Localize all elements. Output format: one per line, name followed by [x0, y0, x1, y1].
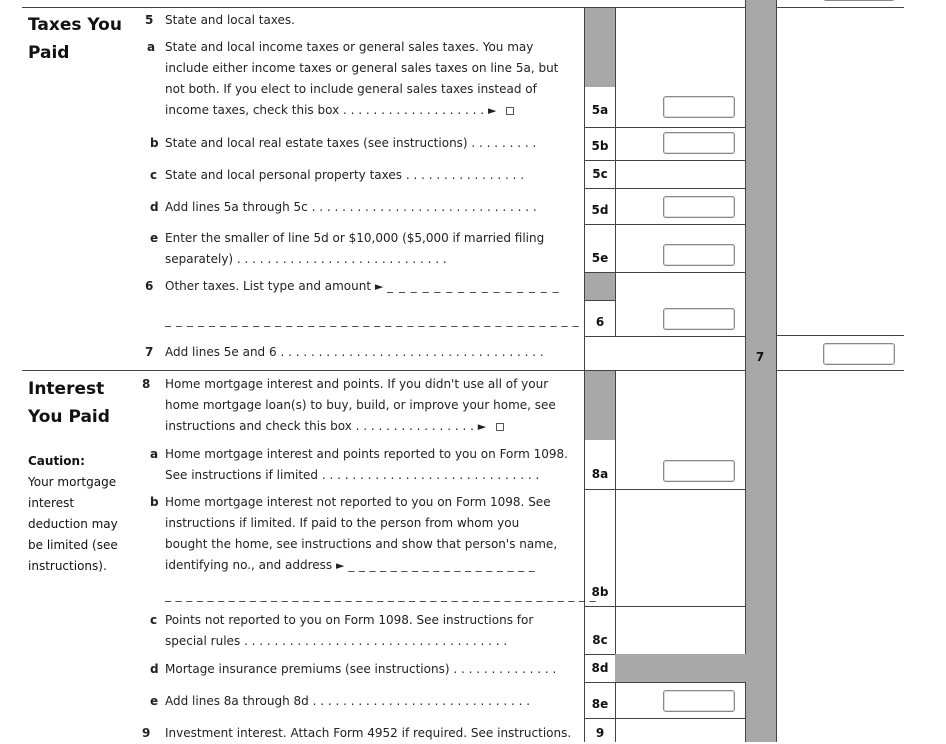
- cell-rule: [584, 300, 615, 301]
- line-5a-amount-input[interactable]: [663, 96, 735, 118]
- line-5-number: 5: [145, 13, 154, 27]
- cell-rule: [584, 127, 745, 128]
- line-7-blank-area: [585, 336, 745, 370]
- gray-cell-8: [585, 371, 615, 440]
- line-6-amount-input[interactable]: [663, 308, 735, 330]
- gray-cell-6: [585, 273, 615, 300]
- line-8b-write-in[interactable]: _ _ _ _ _ _ _ _ _ _ _ _ _ _ _ _ _ _: [348, 558, 536, 572]
- line-6-text: Other taxes. List type and amount ► _ _ _ _ _ _ _ _ _ _ _ _ _ _ _: [165, 279, 560, 293]
- line-5d-letter: d: [150, 200, 159, 214]
- gray-column-right-border: [776, 0, 777, 742]
- line-5a-text: State and local income taxes or general sales taxes. You may include either income taxes or general sales taxes on line 5a, but not both. If you elect to include general sales taxes instead of income taxes, check this box . . . . . . . . . . . . . . . . . . . ►: [165, 40, 559, 117]
- line-5c-code: 5c: [592, 167, 608, 181]
- cell-rule: [584, 489, 745, 490]
- line-8c-text: Points not reported to you on Form 1098. See instructions for special rules . . . . . . . . . . . . . . . . . . . . . . . . . . . . . . . . . . .: [165, 613, 534, 648]
- cell-rule: [584, 224, 745, 225]
- line-5c-letter: c: [150, 168, 158, 182]
- cell-rule: [584, 718, 745, 719]
- line-8e-text: Add lines 8a through 8d . . . . . . . . . . . . . . . . . . . . . . . . . . . . .: [165, 694, 531, 708]
- line-5b-code: 5b: [591, 139, 609, 153]
- gray-column-left-border: [745, 0, 746, 742]
- line-9-code: 9: [595, 726, 605, 740]
- line-8b-text: Home mortgage interest not reported to you on Form 1098. See instructions if limited. If paid to the person from whom you bought the home, see instructions and show that person's name, identifying no., and address ► _ _ _ _ _ _ _ _ _ _ _ _ _ _ _ _ _ _: [165, 495, 558, 572]
- gray-cell-5: [585, 8, 615, 87]
- line-5a-checkbox[interactable]: [506, 107, 514, 115]
- arrow-icon: ►: [477, 420, 487, 433]
- line-9-text: Investment interest. Attach Form 4952 if required. See instructions.: [165, 726, 572, 740]
- cell-rule: [776, 335, 904, 336]
- gray-cell-8d: [615, 654, 776, 682]
- line-5b-text: State and local real estate taxes (see instructions) . . . . . . . . .: [165, 136, 537, 150]
- line-8-text: Home mortgage interest and points. If you didn't use all of your home mortgage loan(s) to buy, build, or improve your home, see instructions and check this box . . . . . . . . . . . . . . . . ►: [165, 377, 556, 433]
- line-6-write-in[interactable]: _ _ _ _ _ _ _ _ _ _ _ _ _ _ _: [387, 279, 560, 293]
- cell-rule: [584, 272, 745, 273]
- line-7-text: Add lines 5e and 6 . . . . . . . . . . . . . . . . . . . . . . . . . . . . . . . . . . .: [165, 345, 544, 359]
- line-8b-code: 8b: [591, 585, 609, 599]
- line-8a-code: 8a: [591, 467, 609, 481]
- line-5a-letter: a: [147, 40, 156, 54]
- line-6-write-in-2[interactable]: _ _ _ _ _ _ _ _ _ _ _ _ _ _ _ _ _ _ _ _ _ _ _ _ _ _ _ _ _ _ _ _ _ _ _ _ _ _: [165, 313, 580, 327]
- arrow-icon: ►: [336, 559, 345, 572]
- line-5-text: State and local taxes.: [165, 13, 295, 27]
- line-8c-letter: c: [150, 613, 158, 627]
- line-8b-write-in-2[interactable]: _ _ _ _ _ _ _ _ _ _ _ _ _ _ _ _ _ _ _ _ _ _ _ _ _ _ _ _ _ _ _ _ _ _ _ _ _ _ _ _ _: [165, 588, 596, 602]
- line-8-checkbox[interactable]: [496, 423, 504, 431]
- line-6-code: 6: [595, 315, 605, 329]
- interest-section-title: Interest You Paid: [28, 379, 110, 427]
- line-8c-code: 8c: [592, 633, 608, 647]
- prior-amount-field-fragment: [823, 0, 895, 1]
- line-5e-text: Enter the smaller of line 5d or $10,000 ($5,000 if married filing separately) . . . . . . . . . . . . . . . . . . . . . . . . . . . .: [165, 231, 545, 266]
- line-5e-letter: e: [150, 231, 159, 245]
- arrow-icon: ►: [487, 104, 497, 117]
- line-8a-amount-input[interactable]: [663, 460, 735, 482]
- cell-rule: [584, 606, 745, 607]
- taxes-section-title: Taxes You Paid: [28, 15, 122, 63]
- line-5d-text: Add lines 5a through 5c . . . . . . . . . . . . . . . . . . . . . . . . . . . . . .: [165, 200, 537, 214]
- line-8d-letter: d: [150, 662, 159, 676]
- line-8e-letter: e: [150, 694, 159, 708]
- line-7-number: 7: [145, 345, 154, 359]
- line-5c-text: State and local personal property taxes . . . . . . . . . . . . . . . .: [165, 168, 525, 182]
- gray-column: [745, 0, 776, 742]
- cell-rule: [584, 682, 745, 683]
- line-5a-code: 5a: [591, 103, 609, 117]
- line-6-number: 6: [145, 279, 154, 293]
- code-column-right-border: [615, 7, 616, 742]
- line-8a-text: Home mortgage interest and points reported to you on Form 1098. See instructions if limited . . . . . . . . . . . . . . . . . . . . . . . . . . . . .: [165, 447, 568, 482]
- line-8a-letter: a: [150, 447, 159, 461]
- line-8d-code: 8d: [591, 661, 609, 675]
- line-5d-amount-input[interactable]: [663, 196, 735, 218]
- caution-note: Caution: Your mortgage interest deduction may be limited (see instructions).: [28, 454, 118, 573]
- line-5e-code: 5e: [591, 251, 609, 265]
- cell-rule: [584, 336, 745, 337]
- line-8b-letter: b: [150, 495, 159, 509]
- line-7-code: 7: [755, 350, 765, 364]
- line-5b-amount-input[interactable]: [663, 132, 735, 154]
- line-5e-amount-input[interactable]: [663, 244, 735, 266]
- line-9-number: 9: [142, 726, 151, 740]
- cell-rule: [584, 188, 745, 189]
- line-8d-text: Mortage insurance premiums (see instructions) . . . . . . . . . . . . . .: [165, 662, 557, 676]
- line-8e-code: 8e: [591, 697, 609, 711]
- line-7-amount-input[interactable]: [823, 343, 895, 365]
- cell-rule: [584, 160, 745, 161]
- line-5b-letter: b: [150, 136, 159, 150]
- line-5d-code: 5d: [591, 203, 609, 217]
- arrow-icon: ►: [374, 280, 384, 293]
- line-8e-amount-input[interactable]: [663, 690, 735, 712]
- line-8-number: 8: [142, 377, 151, 391]
